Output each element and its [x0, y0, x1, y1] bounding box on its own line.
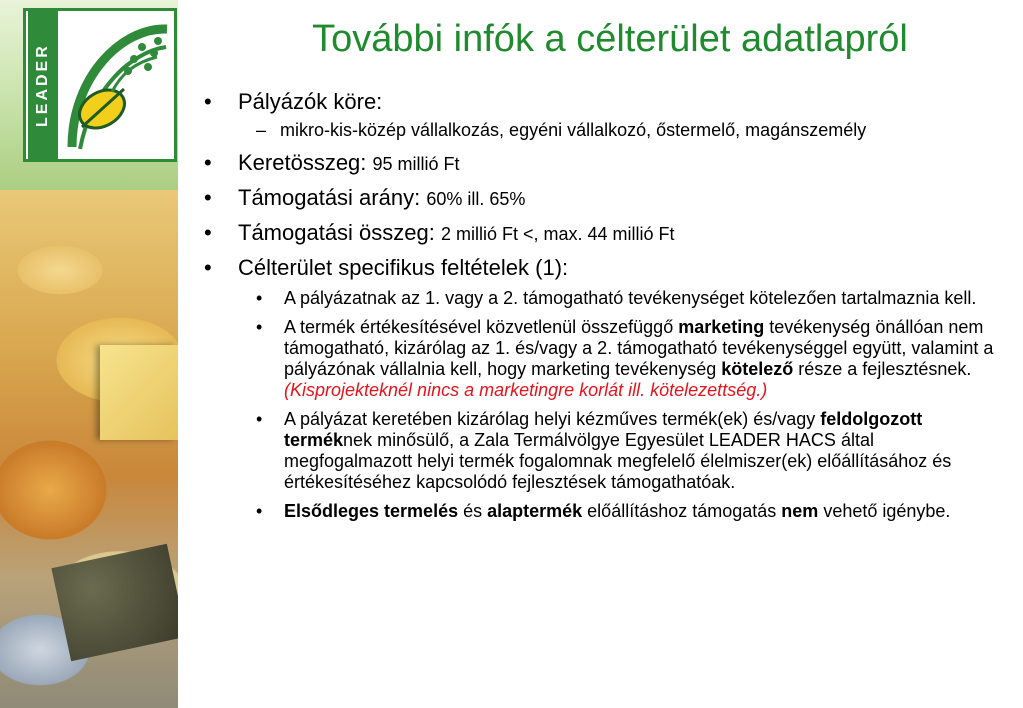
bullet: •: [204, 255, 212, 280]
leader-logo-icon: [62, 17, 172, 155]
condition-2-mandatory: kötelező: [721, 359, 794, 379]
dash-bullet: –: [256, 120, 267, 140]
condition-4-and: és: [458, 501, 488, 521]
list-item-aid-rate: [200, 184, 1010, 213]
slide-content: [200, 88, 1010, 530]
aid-amount-value: 2 millió Ft <, max. 44 millió Ft: [440, 224, 675, 244]
list-item-applicants: [200, 88, 1010, 116]
condition-4-text-b: vehető igénybe.: [818, 501, 951, 521]
condition-3-processed-product: feldolgozott termék: [284, 409, 923, 450]
budget-label: Keretösszeg:: [238, 150, 373, 175]
bullet: •: [204, 185, 212, 210]
logo-text: LEADER: [28, 11, 58, 159]
bullet: •: [256, 288, 263, 308]
bullet: •: [204, 89, 212, 114]
applicants-detail: mikro-kis-közép vállalkozás, egyéni vállalkozó, őstermelő, magánszemély: [280, 120, 867, 140]
condition-item-2: [200, 317, 1004, 401]
list-item-conditions: [200, 254, 1010, 282]
condition-2-text-c: része a fejlesztésnek.: [793, 359, 972, 379]
condition-4-text-a: előállításhoz támogatás: [582, 501, 782, 521]
budget-value: 95 millió Ft: [372, 154, 460, 174]
cheese-slab: [100, 345, 178, 440]
aid-rate-value: 60% ill. 65%: [426, 189, 526, 209]
applicants-label: Pályázók köre:: [238, 89, 383, 114]
condition-3-text-b: nek minősülő, a Zala Termálvölgye Egyesület LEADER HACS által megfogalmazott helyi termék fogalomnak megfelelő élelmiszer(ek) előállításához és értékesítéséhez kapcsolódó fejlesztések támogathatóak.: [284, 430, 952, 492]
bullet: •: [256, 409, 263, 429]
bullet: •: [204, 150, 212, 175]
condition-item-4: [200, 501, 1004, 522]
leader-logo: [23, 8, 177, 162]
condition-2-text-a: A termék értékesítésével közvetlenül összefüggő: [284, 317, 679, 337]
slide-title: További infók a célterület adatlapról: [312, 18, 908, 60]
bullet: •: [256, 317, 263, 337]
condition-3-text-a: A pályázat keretében kizárólag helyi kézműves termék(ek) és/vagy: [284, 409, 821, 429]
bullet: •: [204, 220, 212, 245]
condition-2-note: (Kisprojekteknél nincs a marketingre korlát ill. kötelezettség.): [284, 380, 768, 400]
conditions-label: Célterület specifikus feltételek (1):: [238, 255, 569, 280]
condition-1-text: A pályázatnak az 1. vagy a 2. támogatható tevékenységet kötelezően tartalmaznia kell.: [284, 288, 977, 308]
condition-item-3: [200, 409, 1004, 493]
aid-amount-label: Támogatási összeg:: [238, 220, 441, 245]
list-item-budget: [200, 149, 1010, 178]
condition-2-marketing: marketing: [678, 317, 765, 337]
list-item-aid-amount: [200, 219, 1010, 248]
condition-item-1: [200, 288, 1004, 309]
condition-4-primary-production: Elsődleges termelés: [284, 501, 459, 521]
list-subitem-applicants: [200, 120, 1010, 141]
aid-rate-label: Támogatási arány:: [238, 185, 427, 210]
condition-4-not: nem: [781, 501, 819, 521]
condition-2-text-b: tevékenység önállóan nem támogatható, kizárólag az 1. és/vagy a 2. támogatható tevékenységgel együtt, valamint a pályázónak vállalnia kell, hogy marketing tevékenység: [284, 317, 994, 379]
condition-4-base-product: alaptermék: [487, 501, 583, 521]
bullet: •: [256, 501, 263, 521]
